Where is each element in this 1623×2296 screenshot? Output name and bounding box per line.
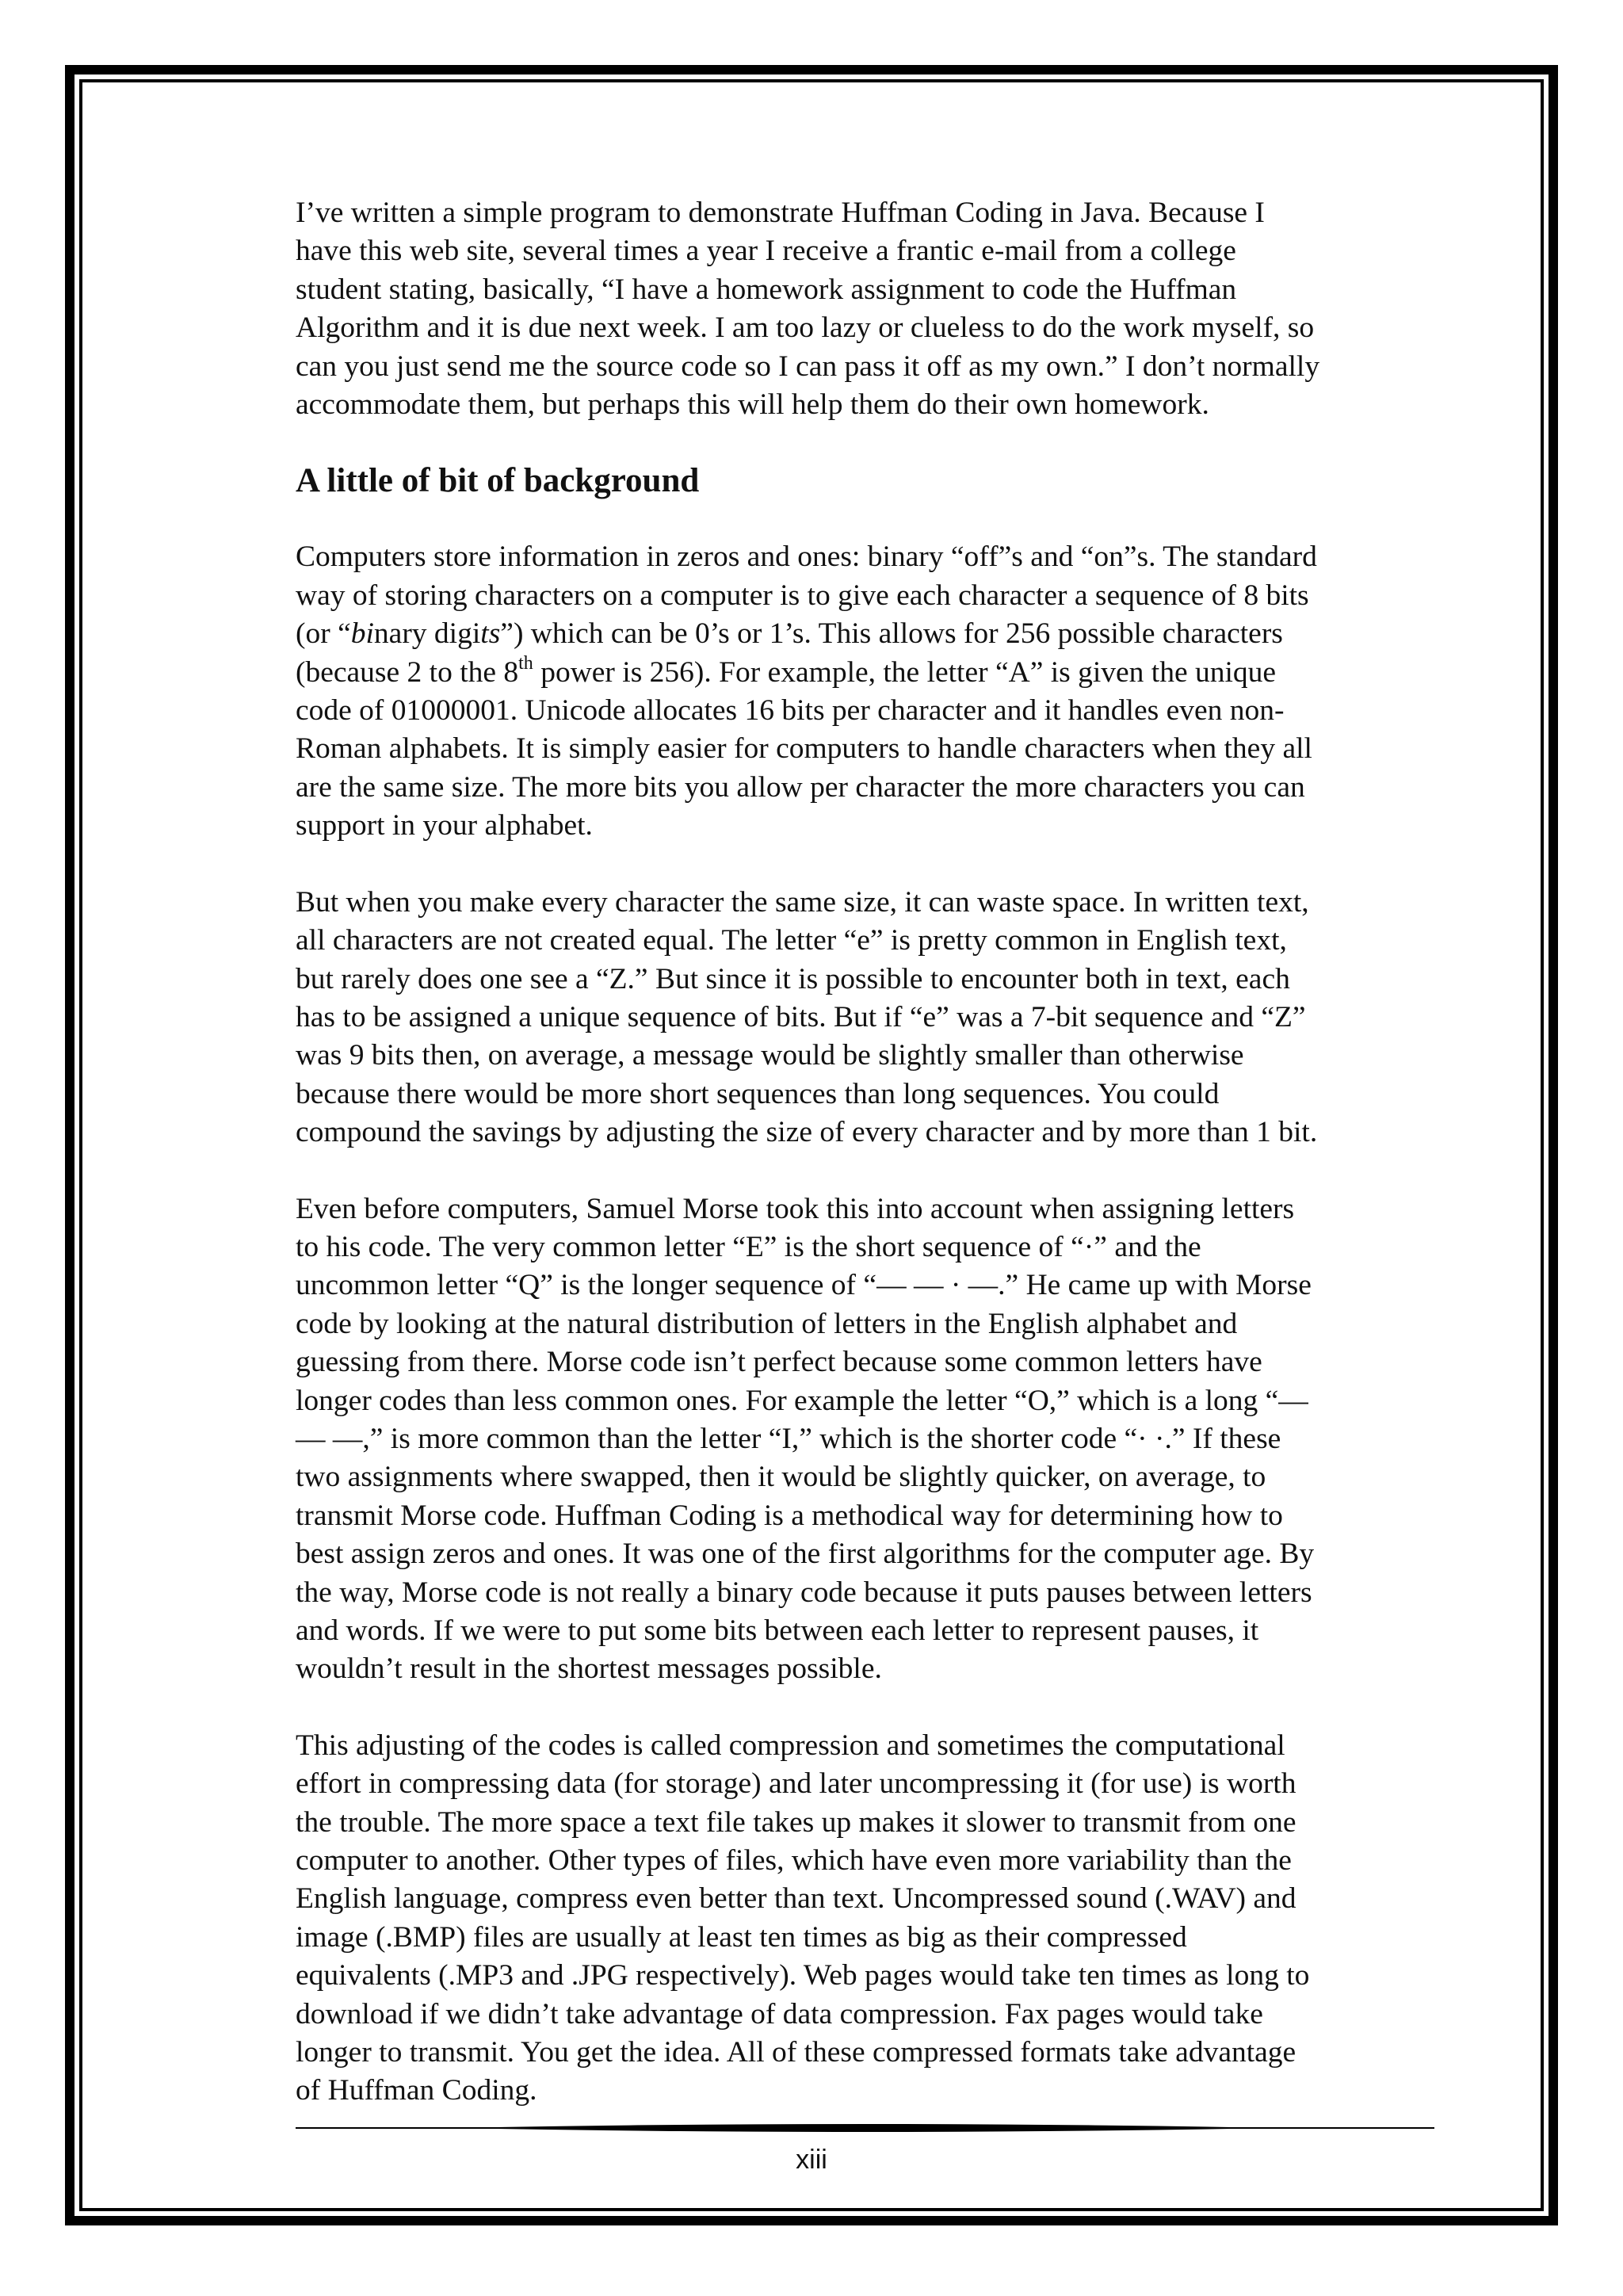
- text-run: power is 256). For example, the letter “A” is given the unique: [533, 655, 1277, 689]
- text-line: all characters are not created equal. The letter “e” is pretty common in English text,: [296, 924, 1287, 957]
- italic-text: ts: [480, 617, 501, 651]
- text-line: [296, 654, 1434, 692]
- text-line: uncommon letter “Q” is the longer sequence of “— — · —.” He came up with Morse: [296, 1269, 1312, 1302]
- superscript: th: [518, 653, 533, 674]
- text-line: computer to another. Other types of files, which have even more variability than the: [296, 1844, 1292, 1878]
- text-line: best assign zeros and ones. It was one of the first algorithms for the computer age. By: [296, 1538, 1315, 1571]
- text-line: transmit Morse code. Huffman Coding is a methodical way for determining how to: [296, 1499, 1283, 1532]
- document-body: [296, 194, 1434, 2149]
- text-line: image (.BMP) files are usually at least ten times as big as their compressed: [296, 1920, 1187, 1954]
- text-run: (because 2 to the 8: [296, 655, 519, 689]
- text-line: guessing from there. Morse code isn’t perfect because some common letters have: [296, 1346, 1262, 1379]
- text-line: but rarely does one see a “Z.” But since it is possible to encounter both in text, each: [296, 962, 1290, 995]
- text-line: because there would be more short sequences than long sequences. You could: [296, 1077, 1220, 1110]
- text-line: Algorithm and it is due next week. I am too lazy or clueless to do the work myself, so: [296, 311, 1315, 345]
- page-number: xiii: [796, 2145, 827, 2175]
- text-line: the way, Morse code is not really a binary code because it puts pauses between letters: [296, 1576, 1312, 1609]
- text-line: to his code. The very common letter “E” is the short sequence of “·” and the: [296, 1230, 1201, 1263]
- binary-paragraph: [296, 538, 1434, 845]
- text-line: download if we didn’t take advantage of data compression. Fax pages would take: [296, 1997, 1263, 2030]
- text-line: can you just send me the source code so I can pass it off as my own.” I don’t normally: [296, 350, 1320, 383]
- variable-size-paragraph: [296, 884, 1434, 1152]
- text-line: support in your alphabet.: [296, 809, 593, 842]
- text-line: equivalents (.MP3 and .JPG respectively). Web pages would take ten times as long to: [296, 1959, 1310, 1992]
- text-line: code of 01000001. Unicode allocates 16 bits per character and it handles even non-: [296, 694, 1285, 728]
- text-line: of Huffman Coding.: [296, 2074, 537, 2107]
- text-line: [296, 615, 1434, 653]
- text-line: But when you make every character the same size, it can waste space. In written text,: [296, 885, 1309, 919]
- text-line: — —,” is more common than the letter “I,” which is the shorter code “· ·.” If these: [296, 1422, 1281, 1455]
- text-line: has to be assigned a unique sequence of bits. But if “e” was a 7-bit sequence and “Z”: [296, 1000, 1306, 1033]
- text-line: was 9 bits then, on average, a message would be slightly smaller than otherwise: [296, 1039, 1244, 1072]
- text-run: (or “: [296, 617, 351, 651]
- text-line: are the same size. The more bits you allow per character the more characters you can: [296, 770, 1305, 804]
- morse-paragraph: [296, 1190, 1434, 1689]
- compression-paragraph: [296, 1727, 1434, 2111]
- text-line: wouldn’t result in the shortest messages possible.: [296, 1652, 882, 1686]
- section-heading: A little of bit of background: [296, 462, 700, 500]
- text-line: Even before computers, Samuel Morse took this into account when assigning letters: [296, 1192, 1295, 1225]
- text-line: English language, compress even better than text. Uncompressed sound (.WAV) and: [296, 1882, 1296, 1916]
- text-line: accommodate them, but perhaps this will help them do their own homework.: [296, 388, 1209, 422]
- text-line: effort in compressing data (for storage) and later uncompressing it (for use) is worth: [296, 1767, 1296, 1801]
- text-line: I’ve written a simple program to demonstrate Huffman Coding in Java. Because I: [296, 197, 1265, 229]
- text-line: code by looking at the natural distribution of letters in the English alphabet and: [296, 1307, 1238, 1340]
- intro-paragraph: [296, 194, 1434, 424]
- text-line: the trouble. The more space a text file takes up makes it slower to transmit from one: [296, 1805, 1296, 1839]
- text-line: longer to transmit. You get the idea. All of these compressed formats take advantage: [296, 2036, 1296, 2069]
- italic-text: bi: [350, 617, 374, 651]
- footer-divider: [296, 2122, 1434, 2134]
- text-line: Computers store information in zeros and ones: binary “off”s and “on”s. The standard: [296, 541, 1317, 574]
- text-line: compound the savings by adjusting the size of every character and by more than 1 bit.: [296, 1116, 1318, 1149]
- text-run: ”) which can be 0’s or 1’s. This allows for 256 possible characters: [500, 617, 1283, 651]
- text-line: student stating, basically, “I have a homework assignment to code the Huffman: [296, 273, 1237, 306]
- text-line: two assignments where swapped, then it would be slightly quicker, on average, to: [296, 1461, 1266, 1494]
- text-line: Roman alphabets. It is simply easier for computers to handle characters when they all: [296, 732, 1312, 766]
- text-line: This adjusting of the codes is called compression and sometimes the computational: [296, 1729, 1285, 1762]
- text-line: longer codes than less common ones. For example the letter “O,” which is a long “—: [296, 1384, 1308, 1417]
- text-line: way of storing characters on a computer is to give each character a sequence of 8 bits: [296, 579, 1309, 612]
- text-line: have this web site, several times a year I receive a frantic e-mail from a college: [296, 235, 1236, 268]
- text-line: and words. If we were to put some bits between each letter to represent pauses, it: [296, 1614, 1259, 1647]
- text-run: nary digi: [373, 617, 481, 651]
